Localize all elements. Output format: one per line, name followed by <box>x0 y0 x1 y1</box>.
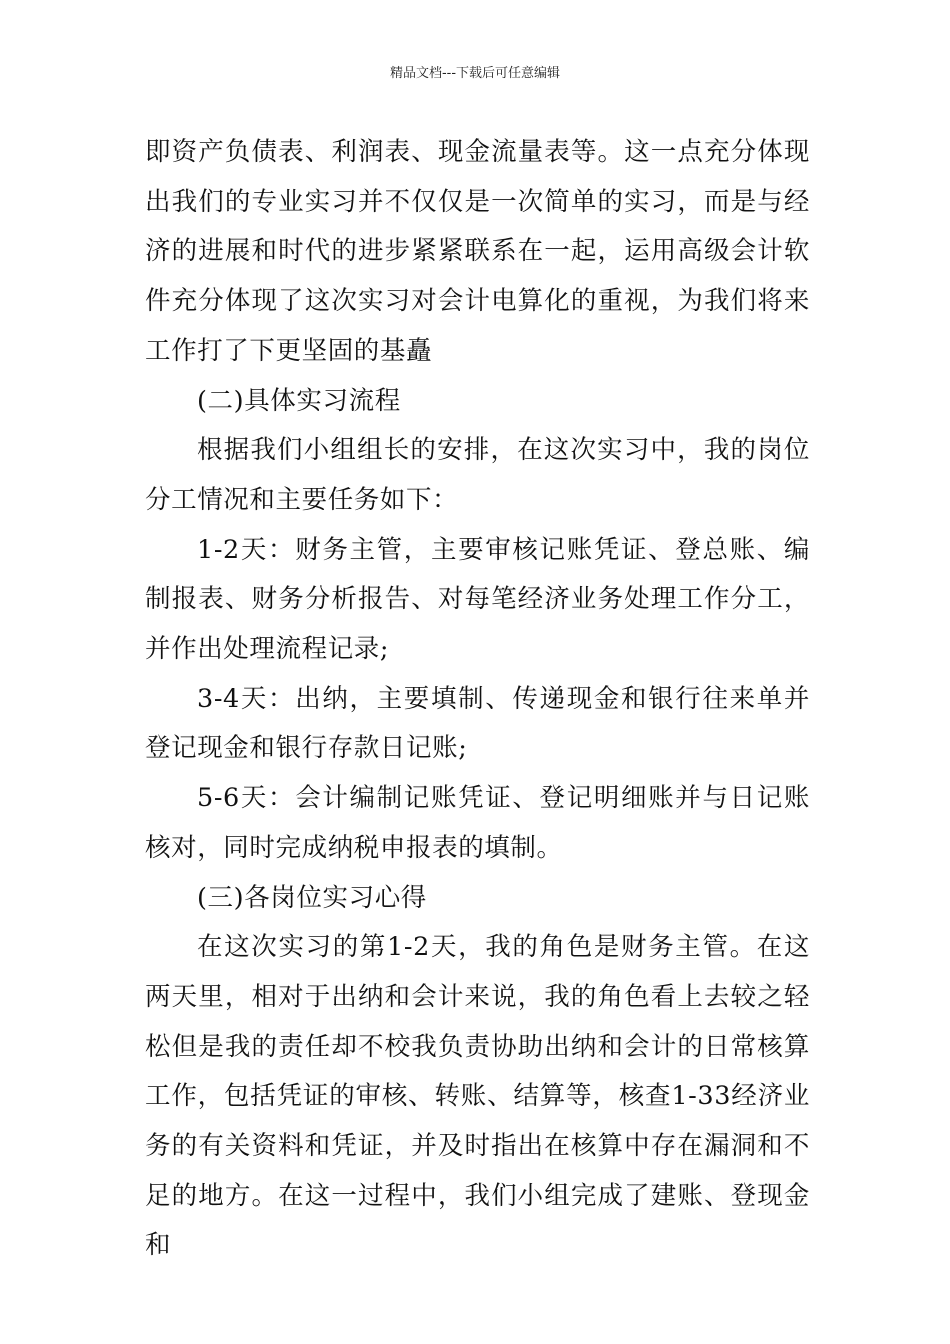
paragraph-experience: 在这次实习的第1-2天，我的角色是财务主管。在这两天里，相对于出纳和会计来说，我的角色看上去较之轻松但是我的责任却不校我负责协助出纳和会计的日常核算工作，包括凭证的审核、转账、结算等，核查1-33经济业务的有关资料和凭证，并及时指出在核算中存在漏洞和不足的地方。在这一过程中，我们小组完成了建账、登现金和 <box>145 932 810 1261</box>
document-body <box>145 128 810 1271</box>
paragraph-continuation: 即资产负债表、利润表、现金流量表等。这一点充分体现出我们的专业实习并不仅仅是一次简单的实习，而是与经济的进展和时代的进步紧紧联系在一起，运用高级会计软件充分体现了这次实习对会计电算化的重视，为我们将来工作打了下更坚固的基矗 <box>145 137 810 366</box>
section-heading-2: (二)具体实习流程 <box>197 385 401 416</box>
paragraph-days-3-4: 3-4天：出纳，主要填制、传递现金和银行往来单并登记现金和银行存款日记账; <box>145 683 810 764</box>
section-heading-3: (三)各岗位实习心得 <box>197 882 427 913</box>
paragraph-arrangement: 根据我们小组组长的安排，在这次实习中，我的岗位分工情况和主要任务如下： <box>145 435 810 515</box>
page-header: 精品文档---下载后可任意编辑 <box>389 66 561 81</box>
paragraph-days-1-2: 1-2天：财务主管，主要审核记账凭证、登总账、编制报表、财务分析报告、对每笔经济业务处理工作分工，并作出处理流程记录; <box>145 534 810 665</box>
paragraph-days-5-6: 5-6天：会计编制记账凭证、登记明细账并与日记账核对，同时完成纳税申报表的填制。 <box>145 783 810 863</box>
